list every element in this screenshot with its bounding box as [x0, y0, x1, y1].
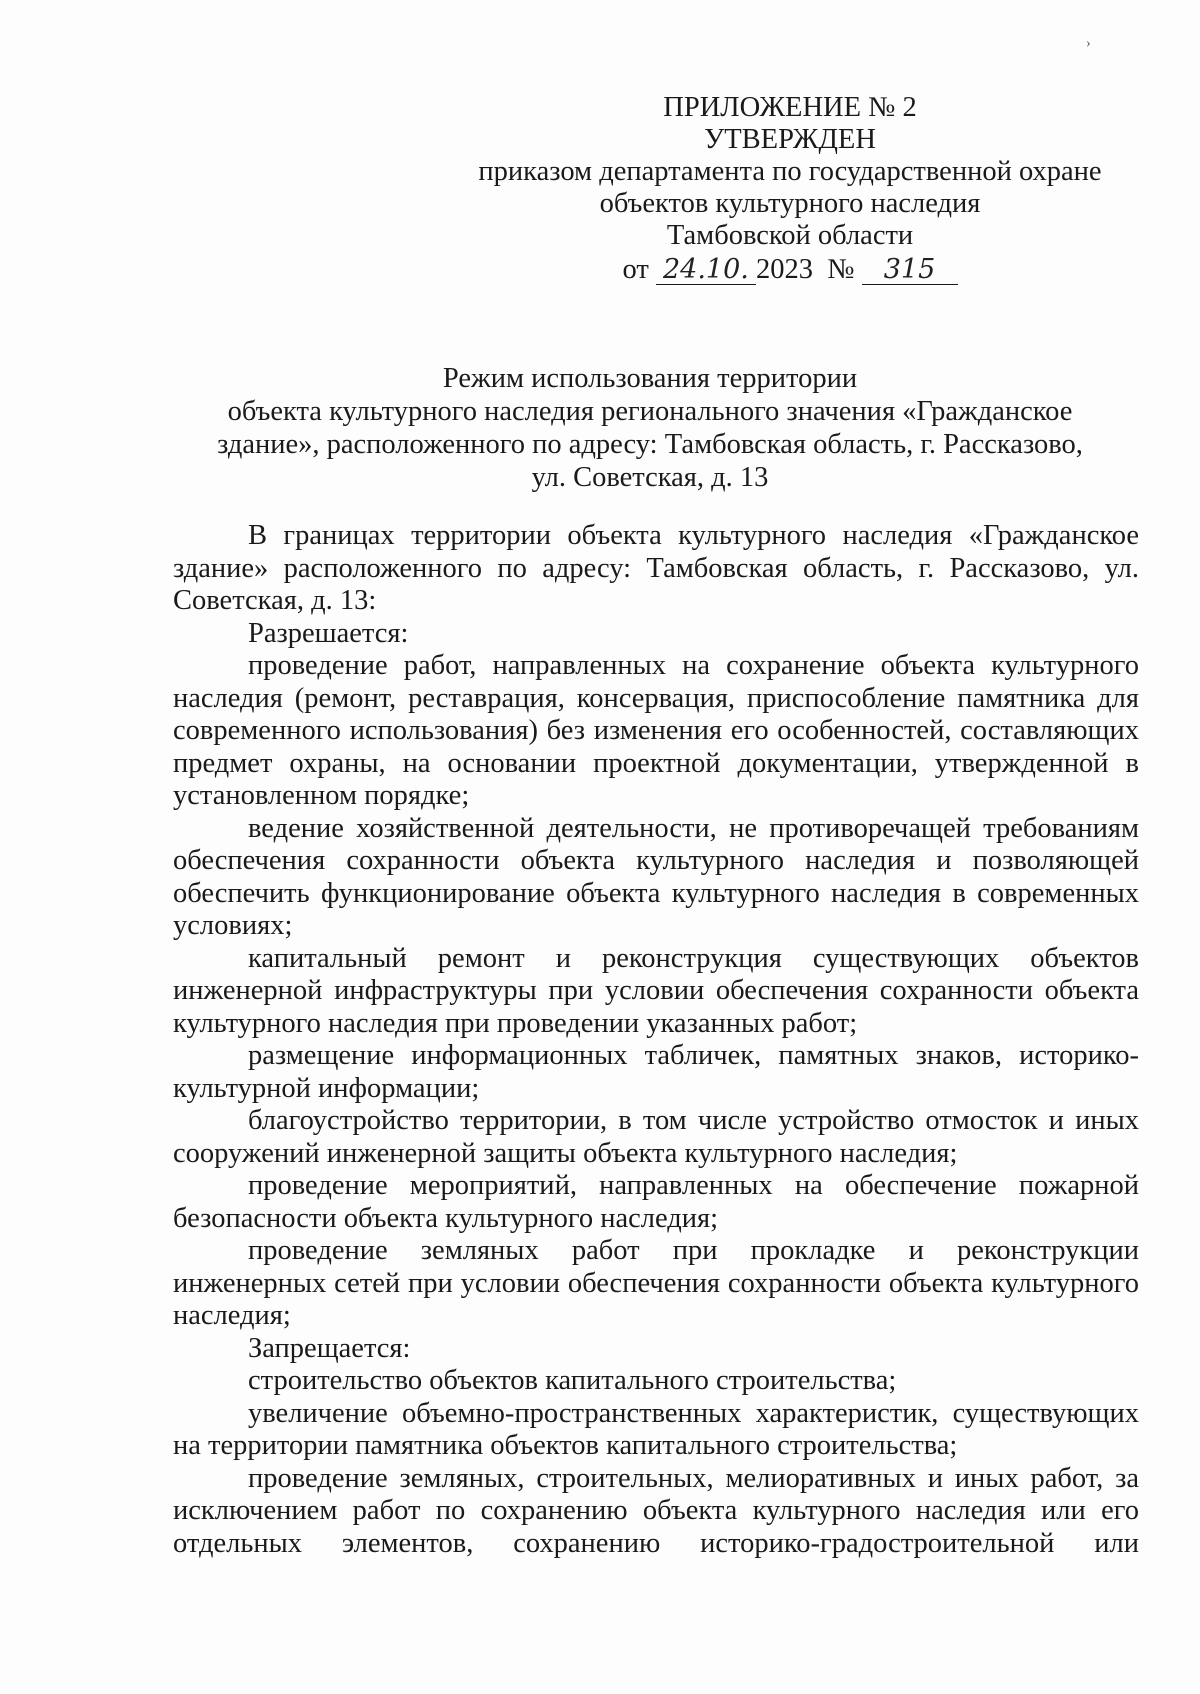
- allowed-item: ведение хозяйственной деятельности, не противоречащей требованиям обеспечения сохранности объекта культурного наследия и позволяющей обеспечить функционирование объекта культурного наследия в современных условиях;: [173, 812, 1139, 941]
- allowed-item: капитальный ремонт и реконструкция существующих объектов инженерной инфраструктуры при условии обеспечения сохранности объекта культурного наследия при проведении указанных работ;: [173, 942, 1139, 1039]
- allowed-item: размещение информационных табличек, памятных знаков, историко-культурной информации;: [173, 1040, 1139, 1104]
- order-date-line: [440, 254, 1140, 286]
- document-body: [173, 520, 1139, 1560]
- forbidden-heading: Запрещается:: [248, 1332, 411, 1364]
- allowed-item: проведение работ, направленных на сохранение объекта культурного наследия (ремонт, реставрация, консервация, приспособление памятника для современного использования) без изменения его особенностей, составляющих предмет охраны, на основании проектной документации, утвержденной в установленном порядке;: [173, 650, 1139, 811]
- forbidden-item: строительство объектов капитального строительства;: [248, 1365, 897, 1396]
- allowed-heading: Разрешается:: [248, 617, 409, 649]
- title-line-2: объекта культурного наследия регионального значения «Гражданское: [227, 396, 1073, 427]
- allowed-item: проведение мероприятий, направленных на обеспечение пожарной безопасности объекта культурного наследия;: [173, 1170, 1139, 1234]
- document-title: [150, 362, 1150, 494]
- title-line-3: здание», расположенного по адресу: Тамбовская область, г. Рассказово,: [217, 429, 1083, 460]
- corner-mark: ›: [1086, 36, 1091, 51]
- order-year: 2023: [755, 254, 813, 285]
- date-prefix: от: [622, 254, 649, 285]
- intro-paragraph: В границах территории объекта культурного наследия «Гражданское здание» расположенного по адресу: Тамбовская область, г. Рассказово, ул. Советская, д. 13:: [173, 520, 1139, 616]
- approved-label: УТВЕРЖДЕН: [704, 124, 876, 155]
- approval-header: [440, 92, 1140, 286]
- forbidden-item: увеличение объемно-пространственных характеристик, существующих на территории памятника объектов капитального строительства;: [173, 1397, 1139, 1461]
- order-line-3: Тамбовской области: [666, 220, 914, 251]
- title-line-1: Режим использования территории: [442, 363, 858, 394]
- appendix-number: ПРИЛОЖЕНИЕ № 2: [663, 92, 917, 123]
- forbidden-item: проведение земляных, строительных, мелиоративных и иных работ, за исключением работ по сохранению объекта культурного наследия или его отдельных элементов, сохранению историко-градостроительной или: [173, 1462, 1139, 1559]
- handwritten-date: 24.10.: [656, 256, 756, 285]
- title-line-4: ул. Советская, д. 13: [531, 462, 769, 493]
- order-line-2: объектов культурного наследия: [599, 188, 981, 219]
- allowed-item: проведение земляных работ при прокладке и реконструкции инженерных сетей при условии обеспечения сохранности объекта культурного наследия;: [173, 1235, 1139, 1331]
- handwritten-number: 315: [862, 256, 958, 285]
- number-sign: №: [827, 254, 855, 285]
- order-line-1: приказом департамента по государственной охране: [478, 156, 1102, 187]
- allowed-item: благоустройство территории, в том числе устройство отмосток и иных сооружений инженерной защиты объекта культурного наследия;: [173, 1105, 1139, 1169]
